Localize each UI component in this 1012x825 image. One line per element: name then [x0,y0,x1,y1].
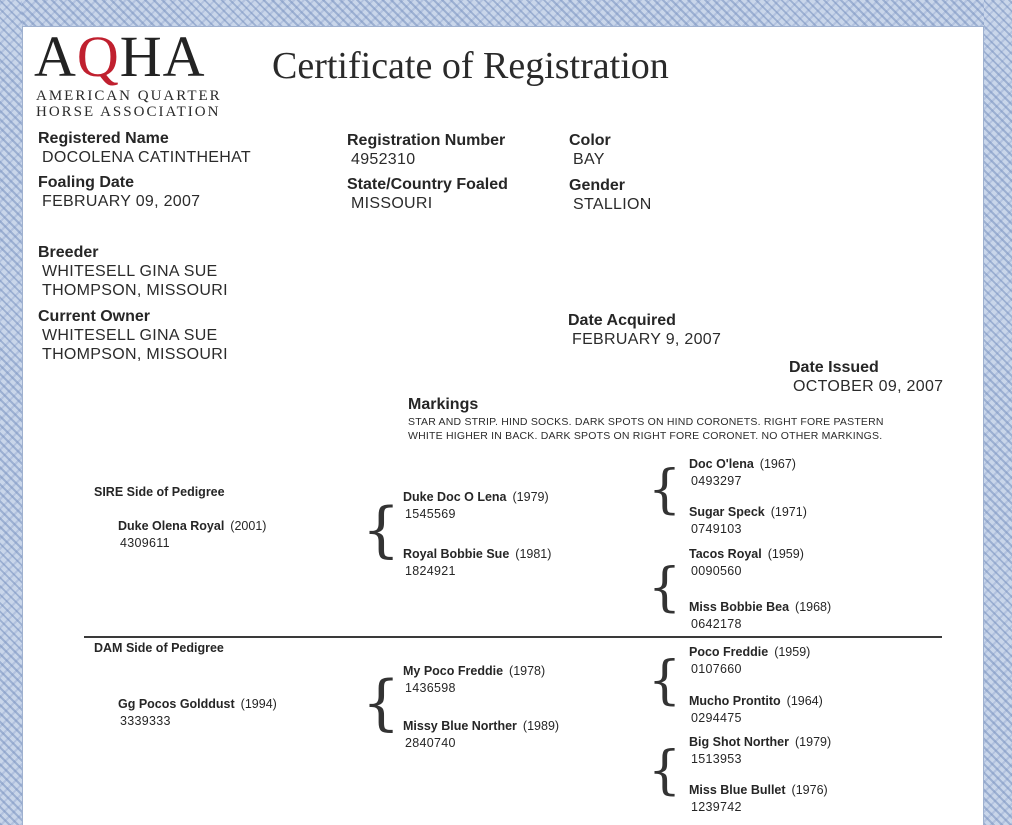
markings-label: Markings [408,396,479,413]
date-issued-field [789,358,943,396]
dam-great-1 [689,644,810,678]
logo-subtitle-line1: AMERICAN QUARTER [36,88,222,104]
sire-grandsire [403,489,549,523]
sire-lower-great-brace: { [648,558,682,618]
sire-great-1 [689,456,796,490]
dam-great-4 [689,782,828,816]
sire-great-4-name: Miss Bobbie Bea [689,600,790,614]
logo-letter-a: A [34,24,77,89]
sire-great-3 [689,546,804,580]
current-owner-label: Current Owner [38,308,151,325]
registration-number-value: 4952310 [351,151,416,168]
sire-side-heading: SIRE Side of Pedigree [94,485,225,499]
dam-great-2-number: 0294475 [691,711,742,725]
breeder-location: THOMPSON, MISSOURI [42,282,228,299]
dam-great-2 [689,693,823,727]
dam-granddam-year: (1989) [522,719,560,733]
dam-year: (1994) [240,697,277,711]
registered-name-value: DOCOLENA CATINTHEHAT [42,149,251,166]
date-issued-value: OCTOBER 09, 2007 [793,378,944,395]
state-foaled-label: State/Country Foaled [347,176,508,193]
sire-name: Duke Olena Royal [118,519,225,533]
sire-great-1-number: 0493297 [691,474,742,488]
dam-great-3-number: 1513953 [691,752,742,766]
sire-great-3-name: Tacos Royal [689,547,762,561]
dam-grandparents-brace: { [362,668,401,738]
logo-letters-ha: HA [119,24,206,89]
dam-grandsire [403,663,545,697]
dam-grandsire-name: My Poco Freddie [403,664,504,678]
sire-great-4 [689,599,831,633]
date-issued-label: Date Issued [789,359,879,376]
dam-great-3 [689,734,831,768]
current-owner-location: THOMPSON, MISSOURI [42,346,228,363]
gender-field [569,176,652,214]
dam-great-1-year: (1959) [774,645,811,659]
decorative-border-left [0,0,22,825]
sire-great-3-year: (1959) [767,547,804,561]
registered-name-field [38,129,251,167]
dam-granddam-number: 2840740 [405,736,456,750]
dam-side-heading: DAM Side of Pedigree [94,641,224,655]
markings-line-1: STAR AND STRIP. HIND SOCKS. DARK SPOTS ON HIND CORONETS. RIGHT FORE PASTERN [408,416,884,428]
dam-great-2-name: Mucho Prontito [689,694,781,708]
sire-grandsire-number: 1545569 [405,507,456,521]
sire-great-2 [689,504,807,538]
dam-great-1-name: Poco Freddie [689,645,769,659]
markings-line-2: WHITE HIGHER IN BACK. DARK SPOTS ON RIGHT FORE CORONET. NO OTHER MARKINGS. [408,430,883,442]
dam-name: Gg Pocos Golddust [118,697,235,711]
sire [118,518,266,552]
foaling-date-field [38,173,200,211]
logo-letter-q: Q [76,24,120,89]
sire-grandsire-year: (1979) [512,490,549,504]
dam-great-3-year: (1979) [795,735,832,749]
decorative-border-top [0,0,1012,26]
breeder-label: Breeder [38,244,99,261]
gender-value: STALLION [573,196,652,213]
sire-great-2-year: (1971) [770,505,807,519]
dam-granddam-name: Missy Blue Norther [403,719,517,733]
dam-lower-great-brace: { [648,741,682,801]
dam-upper-great-brace: { [648,651,682,711]
gender-label: Gender [569,177,626,194]
sire-year: (2001) [230,519,267,533]
dam-number: 3339333 [120,714,171,728]
sire-great-2-name: Sugar Speck [689,505,765,519]
certificate-title: Certificate of Registration [272,45,669,87]
dam-granddam [403,718,559,752]
logo-subtitle-line2: HORSE ASSOCIATION [36,104,221,120]
date-acquired-field [568,311,721,349]
sire-great-3-number: 0090560 [691,564,742,578]
registration-number-label: Registration Number [347,132,506,149]
current-owner-name: WHITESELL GINA SUE [42,327,218,344]
markings-section [408,395,968,444]
date-acquired-value: FEBRUARY 9, 2007 [572,331,722,348]
dam-grandsire-number: 1436598 [405,681,456,695]
sire-granddam [403,546,551,580]
decorative-border-right [984,0,1012,825]
breeder-name: WHITESELL GINA SUE [42,263,218,280]
sire-grandparents-brace: { [362,495,401,565]
registered-name-label: Registered Name [38,130,169,147]
foaling-date-label: Foaling Date [38,174,135,191]
breeder-field [38,243,228,300]
state-foaled-value: MISSOURI [351,195,433,212]
dam-great-4-number: 1239742 [691,800,742,814]
aqha-logo [34,26,222,120]
state-foaled-field [347,175,508,213]
dam-great-1-number: 0107660 [691,662,742,676]
sire-granddam-number: 1824921 [405,564,456,578]
color-label: Color [569,132,611,149]
date-acquired-label: Date Acquired [568,312,676,329]
sire-grandsire-name: Duke Doc O Lena [403,490,507,504]
sire-great-4-number: 0642178 [691,617,742,631]
sire-upper-great-brace: { [648,460,682,520]
dam [118,696,277,730]
color-value: BAY [573,151,605,168]
dam-great-2-year: (1964) [786,694,823,708]
sire-number: 4309611 [120,536,170,550]
sire-great-4-year: (1968) [795,600,832,614]
dam-grandsire-year: (1978) [509,664,546,678]
sire-granddam-year: (1981) [515,547,552,561]
logo-letters [34,26,222,88]
dam-great-4-year: (1976) [791,783,828,797]
sire-granddam-name: Royal Bobbie Sue [403,547,510,561]
sire-great-1-name: Doc O'lena [689,457,754,471]
sire-great-2-number: 0749103 [691,522,742,536]
sire-great-1-year: (1967) [759,457,796,471]
dam-great-3-name: Big Shot Norther [689,735,789,749]
pedigree-divider [84,636,942,638]
registration-number-field [347,131,505,169]
current-owner-field [38,307,228,364]
dam-great-4-name: Miss Blue Bullet [689,783,786,797]
foaling-date-value: FEBRUARY 09, 2007 [42,193,201,210]
color-field [569,131,611,169]
